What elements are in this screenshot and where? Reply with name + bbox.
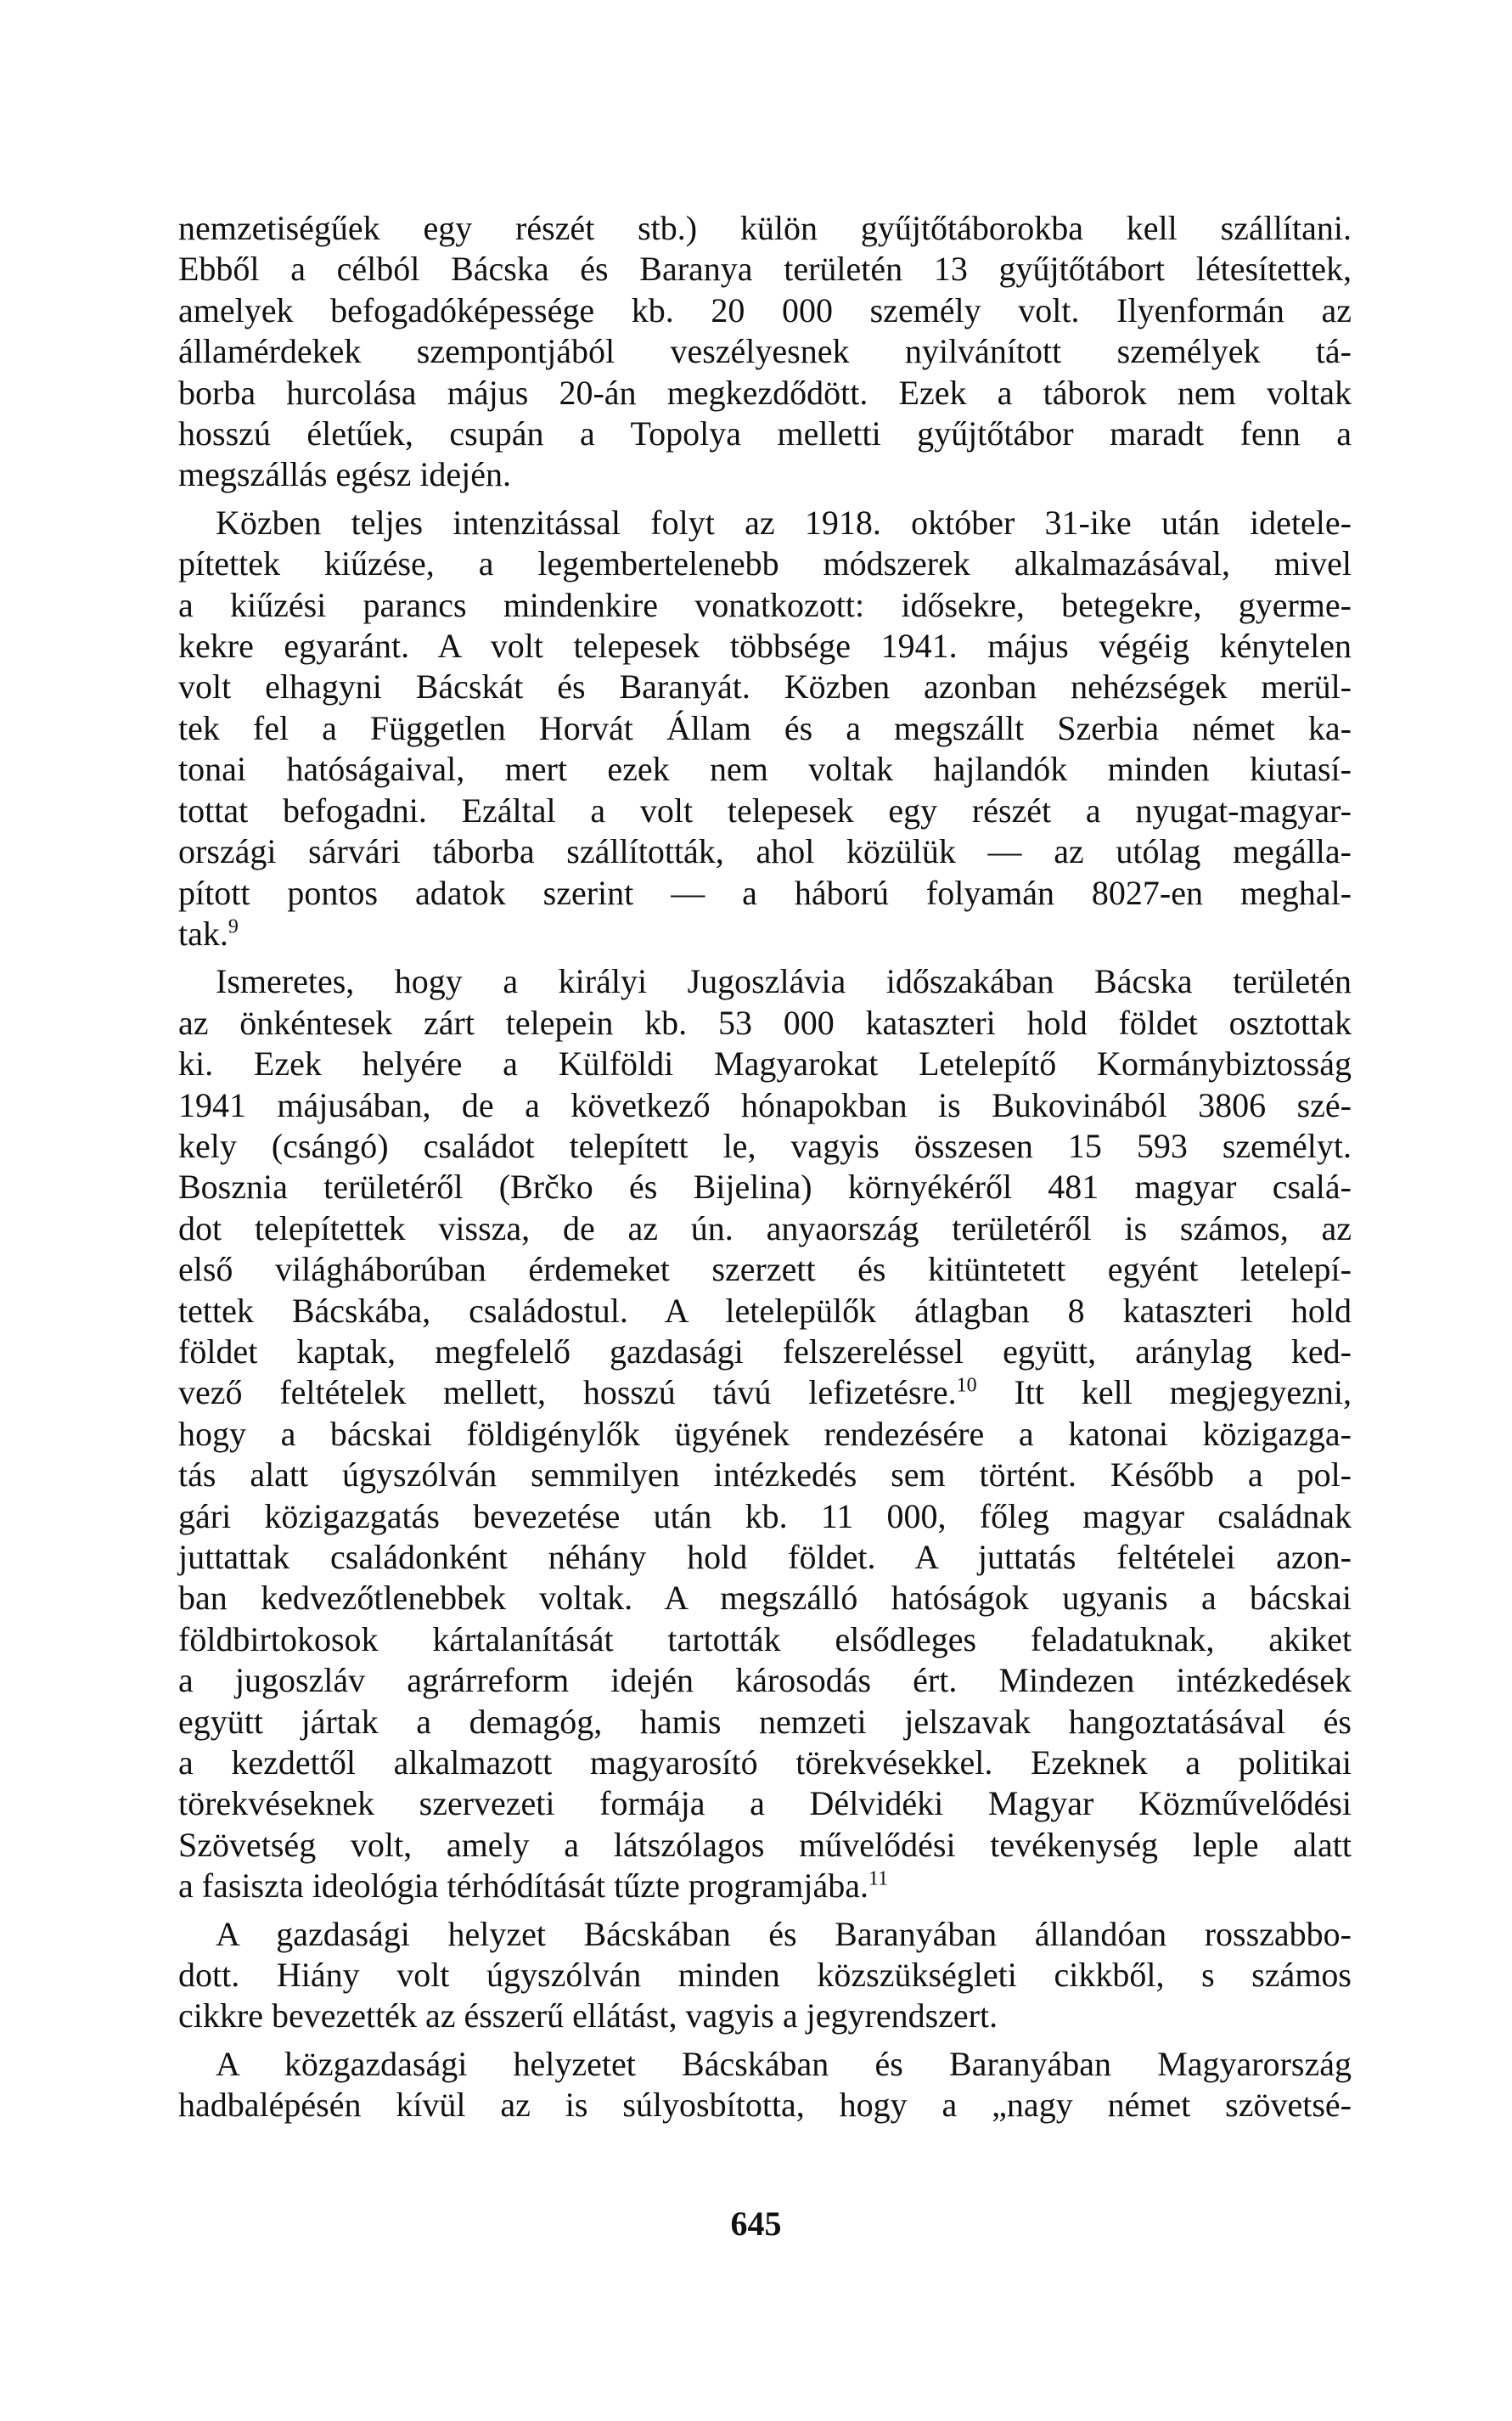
text-line: az önkéntesek zárt telepein kb. 53 000 kataszteri hold földet osztottak bbox=[178, 1003, 1352, 1042]
text-line: tottat befogadni. Ezáltal a volt telepesek egy részét a nyugat-magyar- bbox=[178, 791, 1352, 830]
book-page-text bbox=[178, 208, 1352, 2126]
text-line: földet kaptak, megfelelő gazdasági felszereléssel együtt, aránylag ked- bbox=[178, 1332, 1352, 1371]
text-line: nemzetiségűek egy részét stb.) külön gyűjtőtáborokba kell szállítani. bbox=[178, 209, 1352, 247]
paragraph-2 bbox=[178, 503, 1352, 954]
text-line: tás alatt úgyszólván semmilyen intézkedés sem történt. Később a pol- bbox=[178, 1455, 1352, 1495]
text-line: hogy a bácskai földigénylők ügyének rendezésére a katonai közigazga- bbox=[178, 1414, 1352, 1453]
text-line: államérdekek szempontjából veszélyesnek nyilvánított személyek tá- bbox=[178, 332, 1352, 371]
text-line: Ebből a célból Bácska és Baranya területén 13 gyűjtőtábort létesítettek, bbox=[178, 250, 1352, 289]
footnote-marker: 11 bbox=[868, 1867, 889, 1890]
text-fragment: a fasiszta ideológia térhódítását tűzte programjába. bbox=[178, 1866, 869, 1906]
text-line: pított pontos adatok szerint — a háború folyamán 8027-en meghal- bbox=[178, 873, 1352, 912]
text-line: törekvéseknek szervezeti formája a Délvidéki Magyar Közművelődési bbox=[178, 1784, 1352, 1823]
text-line: tonai hatóságaival, mert ezek nem voltak hajlandók minden kiutasí- bbox=[178, 750, 1352, 789]
text-line: cikkre bevezették az ésszerű ellátást, vagyis a jegyrendszert. bbox=[178, 1996, 998, 2035]
text-line: ki. Ezek helyére a Külföldi Magyarokat Letelepítő Kormánybiztosság bbox=[178, 1044, 1352, 1084]
text-line: a kiűzési parancs mindenkire vonatkozott: idősekre, betegekre, gyerme- bbox=[178, 585, 1352, 624]
text-line: első világháborúban érdemeket szerzett és kitüntetett egyént letelepí- bbox=[178, 1250, 1352, 1289]
text-line: juttattak családonként néhány hold földet. A juttatás feltételei azon- bbox=[178, 1538, 1352, 1576]
paragraph-3 bbox=[178, 961, 1352, 1906]
text-line: volt elhagyni Bácskát és Baranyát. Közben azonban nehézségek merül- bbox=[178, 667, 1352, 707]
text-line: földbirtokosok kártalanítását tartották elsődleges feladatuknak, akiket bbox=[178, 1619, 1352, 1658]
text-line: A gazdasági helyzet Bácskában és Baranyában állandóan rosszabbo- bbox=[216, 1914, 1352, 1953]
text-line: pítettek kiűzése, a legembertelenebb módszerek alkalmazásával, mivel bbox=[178, 544, 1352, 583]
text-line: 1941 májusában, de a következő hónapokban is Bukovinából 3806 szé- bbox=[178, 1085, 1352, 1124]
text-line: tek fel a Független Horvát Állam és a megszállt Szerbia német ka- bbox=[178, 708, 1352, 747]
page-number: 645 bbox=[730, 2204, 782, 2243]
text-fragment: tak. bbox=[178, 914, 228, 953]
paragraph-4 bbox=[178, 1914, 1352, 2037]
footnote-marker: 10 bbox=[956, 1375, 977, 1398]
paragraph-1 bbox=[178, 208, 1352, 496]
text-line: tettek Bácskába, családostul. A letelepülők átlagban 8 kataszteri hold bbox=[178, 1291, 1352, 1330]
text-line: kekre egyaránt. A volt telepesek többsége 1941. május végéig kénytelen bbox=[178, 627, 1352, 666]
text-line: Szövetség volt, amely a látszólagos művelődési tevékenység leple alatt bbox=[178, 1825, 1352, 1864]
text-fragment: vező feltételek mellett, hosszú távú lefizetésre. bbox=[178, 1373, 957, 1412]
text-line: Ismeretes, hogy a királyi Jugoszlávia időszakában Bácska területén bbox=[216, 962, 1352, 1001]
text-line bbox=[178, 1866, 1352, 1906]
text-line: ban kedvezőtlenebbek voltak. A megszálló hatóságok ugyanis a bácskai bbox=[178, 1579, 1352, 1618]
text-line: a jugoszláv agrárreform idején károsodás ért. Mindezen intézkedések bbox=[178, 1661, 1352, 1700]
text-fragment: Itt kell megjegyezni, bbox=[976, 1373, 1352, 1412]
text-line: Közben teljes intenzitással folyt az 1918. október 31-ike után idetele- bbox=[216, 503, 1352, 542]
text-line: országi sárvári táborba szállították, ahol közülük — az utólag megálla- bbox=[178, 832, 1352, 871]
text-line: együtt jártak a demagóg, hamis nemzeti jelszavak hangoztatásával és bbox=[178, 1702, 1352, 1741]
text-line: a kezdettől alkalmazott magyarosító törekvésekkel. Ezeknek a politikai bbox=[178, 1743, 1352, 1782]
text-line: amelyek befogadóképessége kb. 20 000 személy volt. Ilyenformán az bbox=[178, 290, 1352, 329]
text-line: borba hurcolása május 20-án megkezdődött. Ezek a táborok nem voltak bbox=[178, 373, 1352, 412]
text-line: dott. Hiány volt úgyszólván minden közszükségleti cikkből, s számos bbox=[178, 1956, 1352, 1995]
footnote-marker: 9 bbox=[228, 915, 239, 938]
text-line: kely (csángó) családot telepített le, vagyis összesen 15 593 személyt. bbox=[178, 1126, 1352, 1165]
text-line: Bosznia területéről (Brčko és Bijelina) környékéről 481 magyar csalá- bbox=[178, 1168, 1352, 1207]
text-line: hosszú életűek, csupán a Topolya melletti gyűjtőtábor maradt fenn a bbox=[178, 414, 1352, 453]
text-line bbox=[178, 1372, 1352, 1413]
text-line: hadbalépésén kívül az is súlyosbította, hogy a „nagy német szövetsé- bbox=[178, 2086, 1352, 2125]
text-line: dot telepítettek vissza, de az ún. anyaország területéről is számos, az bbox=[178, 1208, 1352, 1247]
text-line: gári közigazgatás bevezetése után kb. 11 000, főleg magyar családnak bbox=[178, 1496, 1352, 1535]
text-line bbox=[178, 914, 1352, 954]
text-line: A közgazdasági helyzetet Bácskában és Baranyában Magyarország bbox=[216, 2044, 1352, 2083]
paragraph-5 bbox=[178, 2044, 1352, 2126]
text-line: megszállás egész idején. bbox=[178, 455, 512, 494]
